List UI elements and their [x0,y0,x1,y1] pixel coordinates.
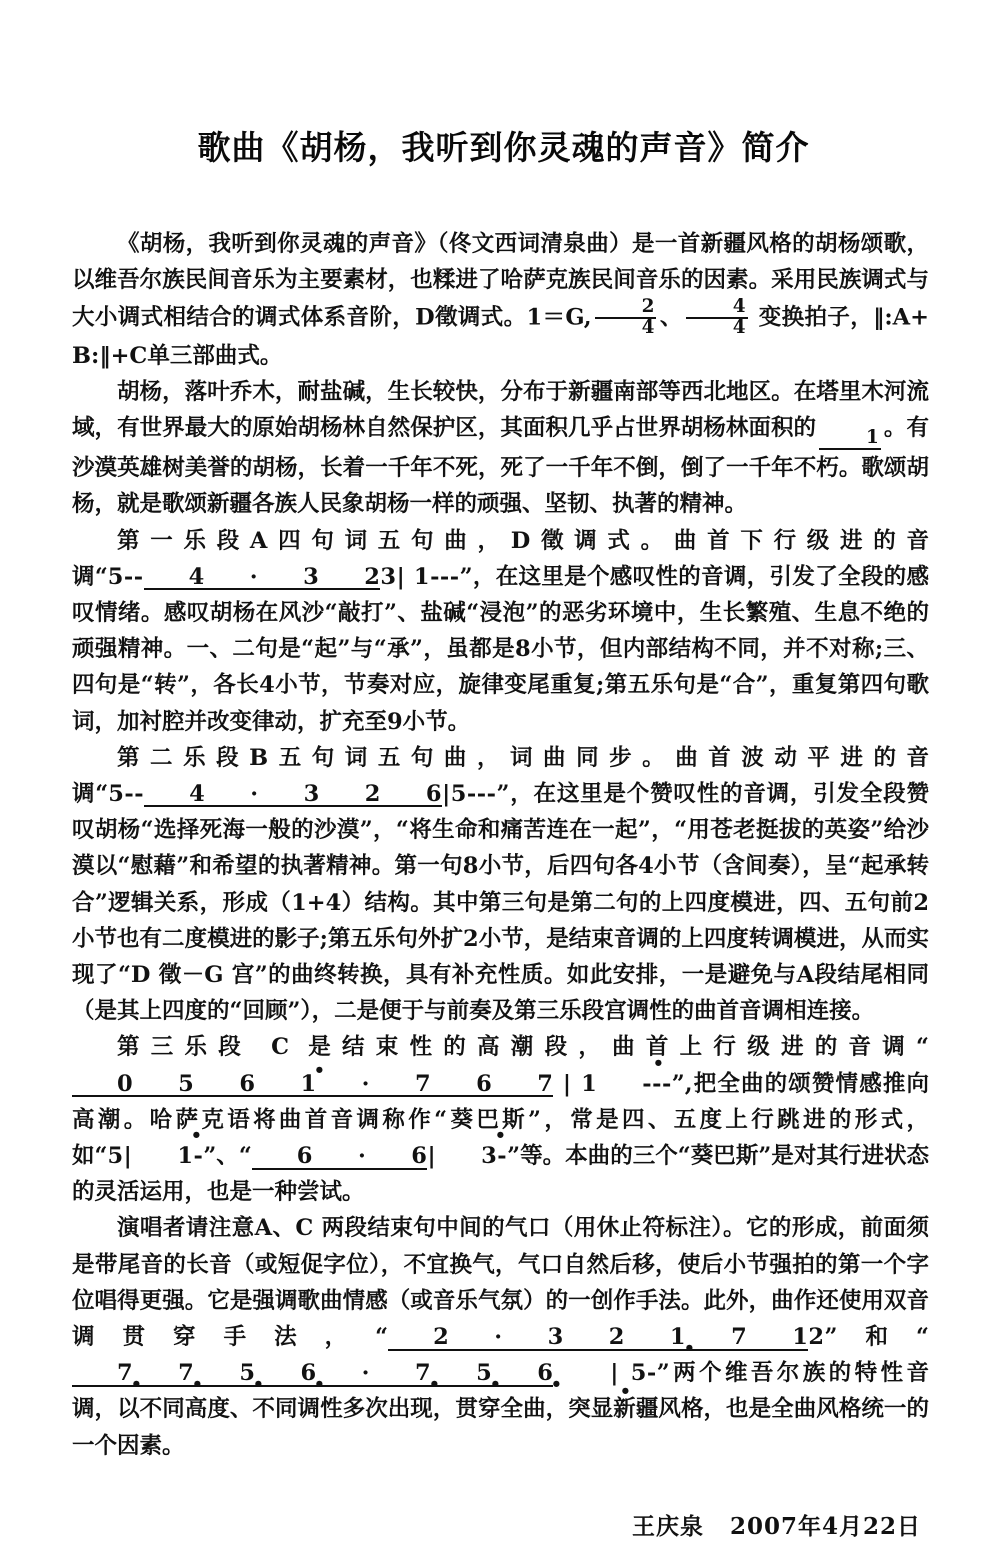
paragraph-text: 变换拍子，‖:A+B:‖+C单三部曲式。 [72,304,929,369]
notation-char: - [646,1360,657,1387]
notation-char: 3 [259,783,320,808]
notation-char: 3 [258,566,319,591]
notation-char: 1 · [625,1326,686,1351]
paragraph-huyang-tree [72,374,929,523]
time-signature-2-4 [595,298,657,338]
notation-char: · 1 [132,1138,193,1174]
notation-char: 6 [252,1145,313,1170]
page-title: 歌曲《胡杨，我听到你灵魂的声音》简介 [197,128,810,167]
notation-char: | [396,563,406,590]
notation-char: 7 · [133,1362,194,1387]
notation-char: 6 [381,783,442,808]
paragraph-performance-notes [72,1210,929,1463]
notation-char: · 3 [436,1138,497,1174]
notation-char: 7 [492,1073,553,1098]
fraction-numerator: 1 [819,429,881,450]
notation-double-tone-1 [388,1324,824,1350]
notation-char: | [562,1070,572,1097]
notation-char: | [123,1143,133,1169]
notation-char: · [205,783,258,808]
notation-char: · [317,1073,370,1098]
notation-char: · [313,1145,366,1170]
document-body [72,168,929,1464]
paragraph-text: ”,把全曲的颂赞情感推向高潮。哈萨克语将曲首音调称作“葵巴斯”，常是四、五度上行跳进的形式，如“ [72,1070,929,1169]
paragraph-section-c [72,1029,929,1210]
notation-char: 2 [564,1326,625,1351]
paragraph-text: 第二乐段B五句词五句曲，词曲同步。曲首波动平进的音调“ [72,744,929,807]
fraction-numerator: 4 [686,298,748,319]
notation-a-opening [108,564,460,590]
paragraph-text: 。有沙漠英雄树美誉的胡杨，长着一千年不死，死了一千年不倒，倒了一千年不朽。歌颂胡杨，就是歌颂新疆各族人民象胡杨一样的顽强、坚韧、执著的精神。 [72,415,929,518]
paragraph-text: ”，在这里是个感叹性的音调，引发了全段的感叹情绪。感叹胡杨在风沙“敲打”、盐碱“浸泡”的恶劣环境中，生长繁殖、生息不绝的顽强精神。一、二句是“起”与“承”，虽都是8小节，但内部结构不同，并不对称;三、四句是“转”，各长4小节，节奏对应，旋律变尾重复;第五乐句是“合”，重复第四句歌词，加衬腔并改变律动，扩充至9小节。 [72,563,929,735]
notation-char: 5 [450,780,467,807]
paragraph-text: 第三乐段 C 是结束性的高潮段，曲首上行级进的音调“ [117,1034,929,1061]
notation-char: - [439,563,450,590]
notation-char: - [497,1143,508,1169]
paragraph-text: 《胡杨，我听到你灵魂的声音》（佟文西词清泉曲）是一首新疆风格的胡杨颂歌，以维吾尔族民间音乐为主要素材，也糅进了哈萨克族民间音乐的因素。采用民族调式与大小调式相结合的调式体系音阶，D徵调式。1＝G, [72,230,929,331]
notation-char [572,1071,581,1097]
notation-char: 5 [108,780,125,807]
notation-char: · 1 [255,1073,316,1098]
notation-double-tone-2 [72,1360,657,1386]
notation-char: - [466,780,477,807]
paragraph-text: ”和“ [824,1324,929,1351]
notation-char: 3 [503,1326,564,1351]
notation-char: · [317,1362,370,1387]
fraction-numerator: 2 [595,298,657,319]
notation-char: - [661,1070,672,1097]
notation-char: - [123,563,134,590]
notation-char: | · [565,1355,619,1391]
notation-char: 6 [194,1073,255,1098]
paragraph-text: 、 [659,304,683,331]
notation-char: 2 [319,566,380,591]
notation-char: - [430,563,440,590]
notation-char [553,1071,562,1097]
notation-char: 3 [380,563,397,590]
notation-c-opening [72,1071,672,1097]
paragraph-text: 演唱者请注意A、C 两段结束句中间的气口（用休止符标注）。它的形成，前面须是带尾音的长音（或短促字位），不宜换气，气口自然后移，使后小节强拍的第一个字位唱得更强。它是强调歌曲情感（或音乐气氛）的一创作手法。此外，曲作还使用双音调贯穿手法，“ [72,1215,929,1351]
notation-char: 6 · [255,1362,316,1387]
time-signature-4-4 [686,298,748,338]
notation-char: 5 [107,1143,124,1169]
notation-char: · [205,566,258,591]
notation-char: 2 [320,783,381,808]
notation-char: 5 [107,563,124,590]
notation-char: - [124,780,135,807]
fraction-denominator: 4 [641,316,655,338]
notation-char: · - [597,1066,652,1102]
notation-char: 5 [133,1073,194,1098]
notation-char: 5 [630,1360,647,1387]
author-name: 王庆泉 [631,1512,704,1540]
notation-char: - [652,1070,662,1097]
notation-char: 2 [808,1324,825,1351]
notation-char: - [486,780,497,807]
notation-char: | [442,780,451,807]
paragraph-text: 胡杨，落叶乔木，耐盐碱，生长较快，分布于新疆南部等西北地区。在塔里木河流域，有世界最大的原始胡杨林自然保护区，其面积几乎占世界胡杨林面积的 [72,378,929,442]
notation-char: 1 [581,1070,598,1097]
paragraph-text: ”、“ [203,1143,252,1169]
notation-char: - [133,563,144,590]
fraction-one-tenth [819,429,881,450]
notation-char: 7 · [72,1362,133,1387]
notation-char: 0 [72,1073,133,1098]
notation-char: 6 [366,1145,427,1170]
paragraph-section-b [72,740,929,1030]
paragraph-text: ”，在这里是个赞叹性的音调，引发全段赞叹胡杨“选择死海一般的沙漠”，“将生命和痛苦连在一起”，“用苍老挺拔的英姿”给沙漠以“慰藉”和希望的执著精神。第一句8小节，后四句各4小节（含间奏），呈“起承转合”逻辑关系，形成（1+4）结构。其中第三句是第二句的上四度模进，四、五句前2小节也有二度模进的影子;第五乐句外扩2小节，是结束音调的上四度转调模进，从而实现了“D 徵－G 宫”的曲终转换，具有补充性质。如此安排，一是避免与A段结尾相同（是其上四度的“回顾”），二是便于与前奏及第三乐段宫调性的曲首音调相连接。 [72,780,929,1025]
notation-char: - [193,1143,204,1169]
notation-kuibasi-1 [107,1143,203,1169]
signature-date: 2007年4月22日 [729,1512,921,1540]
notation-char [405,564,414,590]
notation-char: 6 · [492,1362,553,1387]
notation-b-opening [108,781,496,807]
notation-char: | [427,1143,437,1169]
notation-kuibasi-2 [252,1143,507,1169]
notation-char: - [134,780,145,807]
notation-char: 2 [388,1326,449,1351]
notation-char: 1 [413,563,431,590]
paragraph-text: 第一乐段A四句词五句曲，D徵调式。曲首下行级进的音调“ [72,527,929,590]
notation-char: 7 [370,1073,431,1098]
notation-char: 7 [686,1326,747,1351]
notation-char: - [476,780,487,807]
notation-char: - [449,563,460,590]
notation-char: 6 [431,1073,492,1098]
notation-char: 5 · [431,1362,492,1387]
notation-char: · [449,1326,502,1351]
paragraph-intro [72,226,929,374]
notation-char: 5 · [194,1362,255,1387]
paragraph-section-a [72,523,929,740]
paragraph-text: ”两个维吾尔族的特性音调，以不同高度、不同调性多次出现，贯穿全曲，突显新疆风格，也是全曲风格统一的一个因素。 [72,1360,929,1459]
notation-char: 1 [747,1326,808,1351]
notation-char: 4 [144,783,205,808]
notation-char: 7 · [370,1362,431,1387]
fraction-denominator: 4 [732,316,746,338]
paragraph-text: ”等。本曲的三个“葵巴斯”是对其行进状态的灵活运用，也是一种尝试。 [72,1143,930,1206]
notation-char: 4 [144,566,205,591]
signature-line [0,1464,921,1541]
